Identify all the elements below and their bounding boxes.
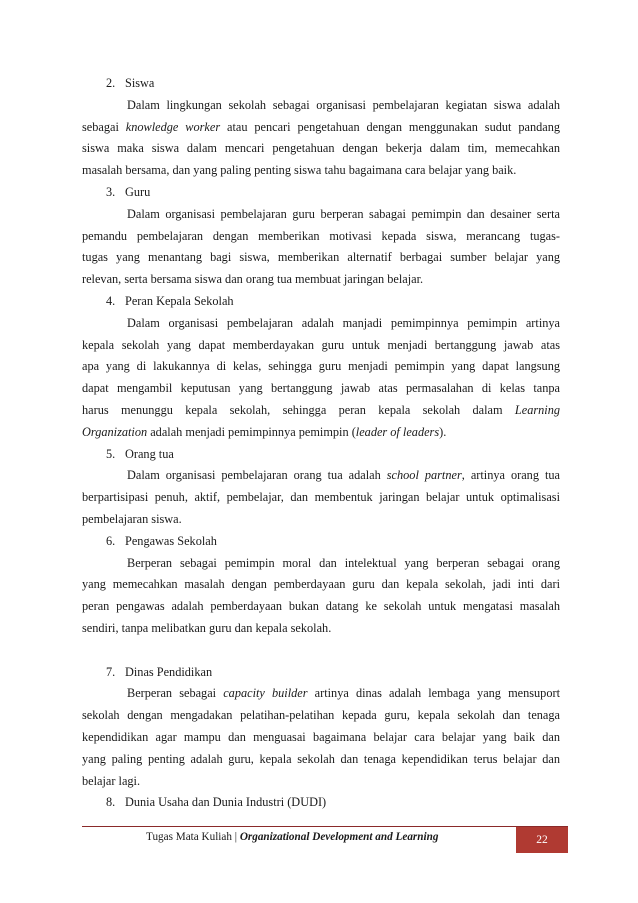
paragraph-line: dapat mengambil keputusan yang bertanggung jawab atas permasalahan di kelas tanpa xyxy=(82,381,560,396)
item-heading: 4. Peran Kepala Sekolah xyxy=(106,293,234,308)
paragraph-line: Dalam lingkungan sekolah sebagai organisasi pembelajaran kegiatan siswa adalah xyxy=(127,97,560,112)
item-heading: 6. Pengawas Sekolah xyxy=(106,533,217,548)
paragraph-line: peran pengawas adalah pemberdayaan bukan datang ke sekolah untuk mengatasi masalah xyxy=(82,599,560,614)
paragraph-line: Dalam organisasi pembelajaran guru berperan sabagai pemimpin dan desainer serta xyxy=(127,206,560,221)
paragraph-line: tugas yang menantang bagi siswa, memberikan alternatif berbagai sumber belajar yang xyxy=(82,250,560,265)
page-footer xyxy=(82,826,568,853)
paragraph-line: pembelajaran siswa. xyxy=(82,511,182,526)
footer-course-label: Tugas Mata Kuliah | Organizational Development and Learning xyxy=(146,831,439,843)
paragraph-line: kependidikan agar mampu dan menguasai bagaimana belajar cara belajar yang baik dan xyxy=(82,729,560,744)
paragraph-line: sekolah dengan mengadakan pelatihan-pelatihan kepada guru, kepala sekolah dan tenaga xyxy=(82,708,560,723)
page-number: 22 xyxy=(516,827,568,853)
blank-line xyxy=(82,640,560,662)
paragraph-line: belajar lagi. xyxy=(82,773,141,788)
page-content xyxy=(82,73,560,814)
item-heading: 7. Dinas Pendidikan xyxy=(106,664,213,679)
paragraph-line: yang paling penting adalah guru, kepala sekolah dan tenaga kependidikan terus belajar dan xyxy=(82,751,560,766)
item-heading: 2. Siswa xyxy=(106,76,155,90)
paragraph-line: harus menunggu kepala sekolah, sehingga peran kepala sekolah dalam Learning xyxy=(82,402,560,417)
paragraph-line: Dalam organisasi pembelajaran adalah manjadi pemimpinnya pemimpin artinya xyxy=(127,315,560,330)
paragraph-line: Berperan sebagai pemimpin moral dan intelektual yang berperan sebagai orang xyxy=(127,555,560,570)
paragraph-line: sendiri, tanpa melibatkan guru dan kepala sekolah. xyxy=(82,620,332,635)
paragraph-line: siswa maka siswa dalam mencari pengetahuan dengan bekerja dalam tim, memecahkan xyxy=(82,141,560,156)
paragraph-line: kepala sekolah yang dapat memberdayakan guru untuk menjadi bertanggung jawab atas xyxy=(82,337,560,352)
paragraph-line: Dalam organisasi pembelajaran orang tua adalah school partner, artinya orang tua xyxy=(127,468,560,483)
item-heading: 5. Orang tua xyxy=(106,446,174,461)
paragraph-line: pemandu pembelajaran dengan memberikan motivasi kepada siswa, merancang tugas- xyxy=(82,228,560,243)
paragraph-line: masalah bersama, dan yang paling penting siswa tahu bagaimana cara belajar yang baik. xyxy=(82,163,517,178)
paragraph-line: Berperan sebagai capacity builder artinya dinas adalah lembaga yang mensuport xyxy=(127,686,560,701)
paragraph-line: sebagai knowledge worker atau pencari pengetahuan dengan menggunakan sudut pandang xyxy=(82,119,560,134)
paragraph-line: apa yang di lakukannya di kelas, sehingga guru menjadi pemimpin yang dapat langsung xyxy=(82,359,560,374)
item-heading: 8. Dunia Usaha dan Dunia Industri (DUDI) xyxy=(106,795,327,810)
paragraph-line: berpartisipasi penuh, aktif, pembelajar, dan membentuk jaringan belajar untuk optimalisasi xyxy=(82,490,560,505)
paragraph-line: Organization adalah menjadi pemimpinnya pemimpin (leader of leaders). xyxy=(82,424,447,439)
paragraph-line: relevan, serta bersama siswa dan orang tua membuat jaringan belajar. xyxy=(82,272,424,287)
item-heading: 3. Guru xyxy=(106,184,151,199)
paragraph-line: yang memecahkan masalah dengan pemberdayaan guru dan kepala sekolah, jadi inti dari xyxy=(82,577,560,592)
